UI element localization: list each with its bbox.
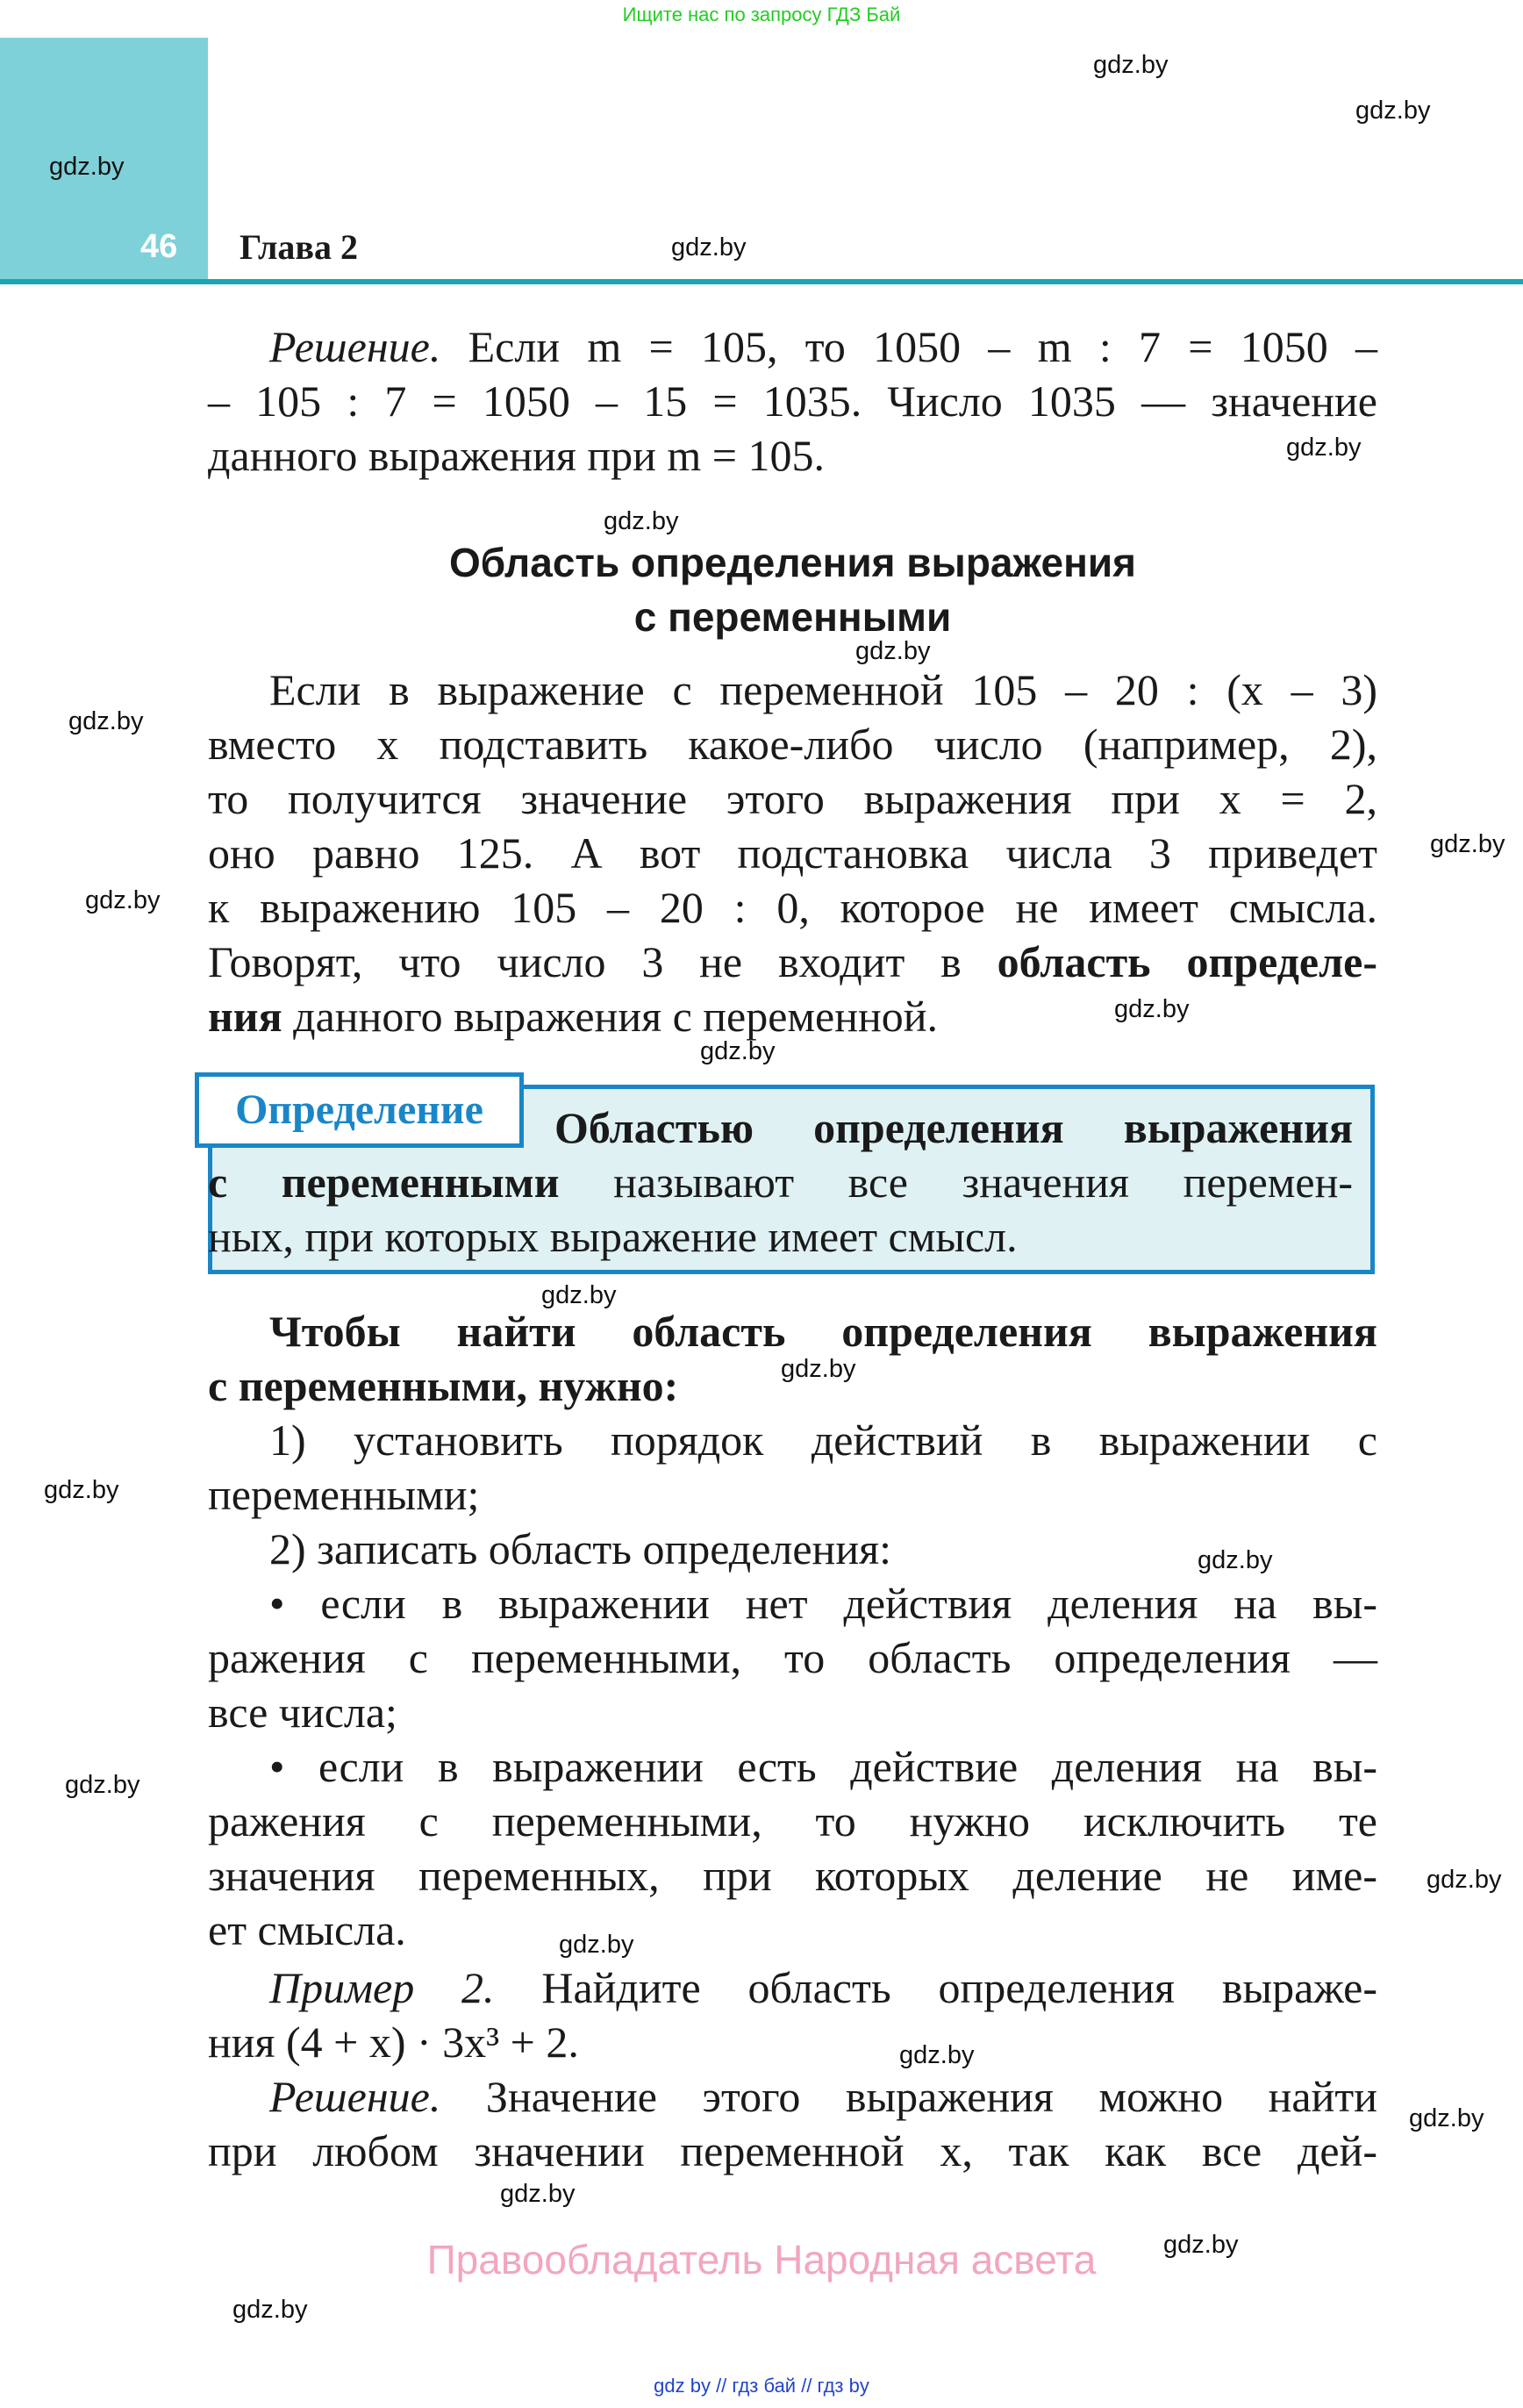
solution-1 [208,319,1377,483]
watermark: gdz.by [49,153,125,181]
watermark: gdz.by [85,886,161,914]
rule-bullet-1: • если в выражении нет действия деления на вы- [269,1579,1377,1628]
paragraph-text: Говорят, что число 3 не входит в [208,937,997,986]
solution-text: данного выражения при m = 105. [208,431,826,480]
watermark: gdz.by [65,1771,140,1799]
rule-step-2: 2) записать область определения: [269,1524,891,1573]
page-number: 46 [140,228,178,265]
watermark: gdz.by [500,2180,576,2208]
section-heading-line-2: с переменными [633,594,952,640]
definition-label: Определение [195,1072,524,1148]
solution-label: Решение. [269,322,441,371]
watermark: gdz.by [855,637,931,665]
watermark: gdz.by [671,233,747,262]
watermark: gdz.by [559,1931,634,1959]
section-heading-line-1: Область определения выражения [449,540,1136,585]
watermark: gdz.by [1114,995,1190,1023]
term-bold: область определе- [997,937,1378,986]
paragraph-line [208,989,1377,1043]
rule-bullet-2: значения переменных, при которых деление не име- [208,1851,1377,1900]
watermark: gdz.by [44,1476,119,1504]
solution-2-line [208,2069,1377,2124]
definition-line: ных, при которых выражение имеет смысл. [208,1212,1018,1261]
section-heading [208,535,1377,644]
rule-bullet-1: все числа; [208,1688,397,1737]
paragraph-line: к выражению 105 – 20 : 0, которое не имеет смысла. [208,883,1377,932]
solution-text: Если m = 105, то 1050 – m : 7 = 1050 – [440,322,1377,371]
rule-bullet-2: • если в выражении есть действие деления на вы- [269,1742,1377,1791]
watermark: gdz.by [541,1281,617,1309]
watermark: gdz.by [604,507,679,535]
rule-bullet-2: ет смысла. [208,1905,406,1954]
solution-label: Решение. [269,2072,441,2121]
example-2 [208,1960,1377,2178]
watermark: gdz.by [899,2041,975,2069]
definition-body: называют все значения перемен- [559,1157,1353,1207]
example-text: Найдите область определения выраже- [494,1963,1377,2012]
footer-links[interactable]: gdz by // гдз бай // гдз by [654,2375,869,2397]
solution-text: Значение этого выражения можно найти [440,2072,1377,2121]
paragraph-line [208,935,1377,989]
rule-intro: с переменными, нужно: [208,1361,679,1410]
watermark: gdz.by [1198,1546,1273,1574]
solution-1-line [208,374,1377,428]
watermark: gdz.by [1426,1866,1502,1894]
rule-bullet-2: ражения с переменными, то нужно исключить те [208,1796,1377,1845]
example-label: Пример 2. [269,1963,495,2012]
watermark: gdz.by [1430,830,1505,858]
definition-line [208,1155,1353,1209]
watermark: gdz.by [1409,2104,1484,2132]
term-bold: ния [208,992,282,1041]
paragraph-line: вместо x подставить какое-либо число (например, 2), [208,720,1377,769]
copyright-notice: Правообладатель Народная асвета [426,2237,1097,2283]
rule-intro: Чтобы найти область определения выражения [269,1307,1377,1356]
definition-term: Областью определения выражения [554,1103,1353,1152]
watermark: gdz.by [1286,434,1362,462]
solution-2-line: при любом значении переменной x, так как все дей- [208,2126,1377,2175]
watermark: gdz.by [700,1037,776,1065]
solution-text: – 105 : 7 = 1050 – 15 = 1035. Число 1035 — значение [208,376,1377,426]
paragraph-line: Если в выражение с переменной 105 – 20 : (x – 3) [269,665,1377,714]
watermark: gdz.by [232,2296,308,2324]
watermark: gdz.by [68,707,144,735]
chapter-title: Глава 2 [240,227,358,267]
paragraph-text: данного выражения с переменной. [282,992,939,1041]
paragraph-domain-intro [208,663,1377,1043]
watermark: gdz.by [1355,97,1431,125]
watermark: gdz.by [1163,2231,1239,2259]
rule-block [208,1304,1377,1957]
rule-bullet-1: ражения с переменными, то область определения — [208,1633,1377,1682]
example-line: ния (4 + x) · 3x³ + 2. [208,2017,579,2067]
solution-1-line [208,428,1377,483]
top-banner: Ищите нас по запросу ГДЗ Бай [622,4,901,25]
example-line [208,1960,1377,2015]
solution-1-line [208,319,1377,374]
paragraph-line: то получится значение этого выражения при x = 2, [208,774,1377,823]
rule-step-1: переменными; [208,1470,480,1519]
watermark: gdz.by [781,1355,856,1383]
watermark: gdz.by [1093,51,1169,79]
definition-term: с переменными [208,1157,560,1207]
paragraph-line: оно равно 125. А вот подстановка числа 3 приведет [208,828,1377,878]
header-rule [0,279,1523,284]
rule-step-1: 1) установить порядок действий в выражении с [269,1415,1377,1465]
